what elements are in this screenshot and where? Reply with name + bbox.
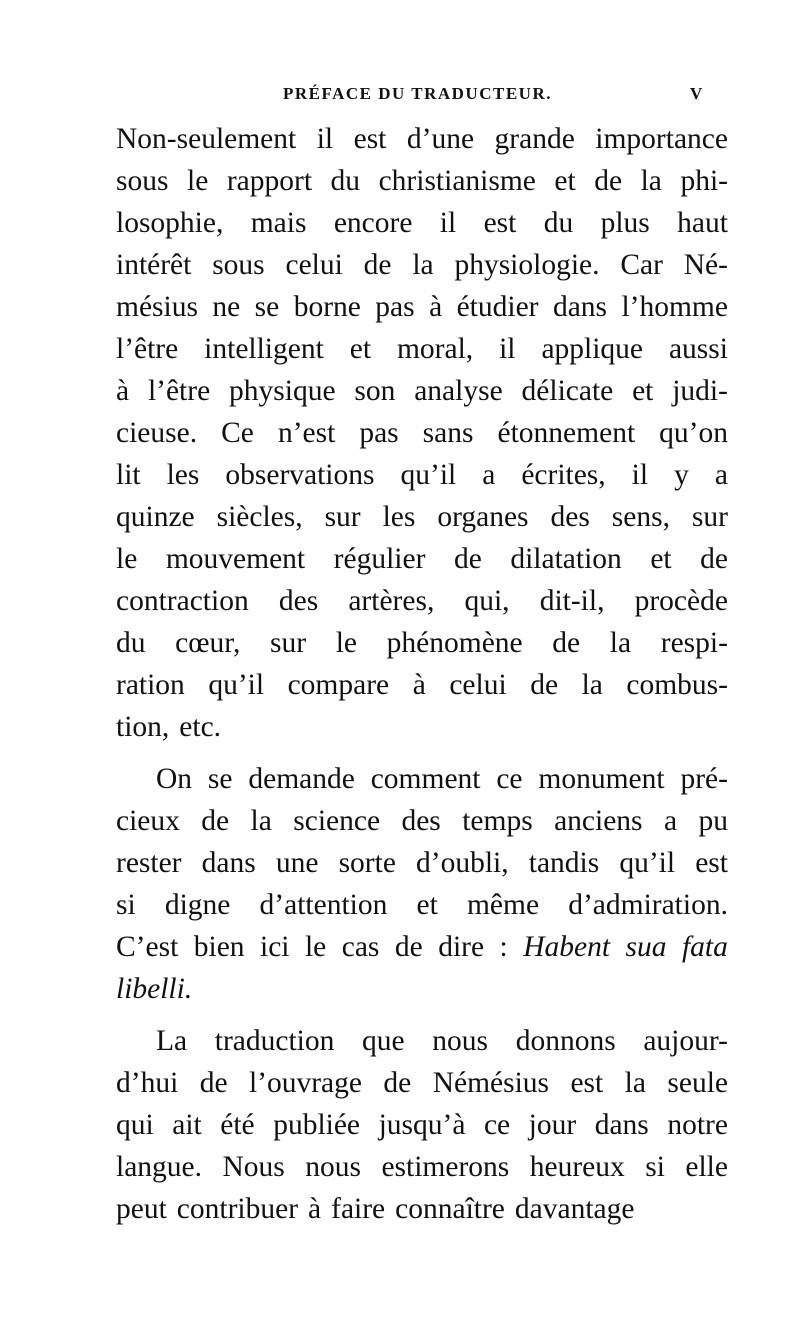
word: il bbox=[499, 333, 516, 365]
paragraph-gap bbox=[116, 1010, 728, 1020]
word: étudier bbox=[456, 291, 539, 323]
word: : bbox=[499, 931, 508, 963]
word: digne bbox=[164, 889, 231, 921]
text-line bbox=[116, 538, 728, 580]
word: le bbox=[335, 627, 357, 659]
word: n’est bbox=[277, 417, 336, 449]
word: Né- bbox=[683, 249, 728, 281]
word: ce bbox=[483, 1109, 511, 1141]
paragraph-gap bbox=[116, 748, 728, 758]
word: à bbox=[308, 1193, 322, 1225]
word: est bbox=[570, 1067, 604, 1099]
word: sous bbox=[116, 165, 169, 197]
word: le bbox=[116, 543, 138, 575]
word: comment bbox=[370, 763, 481, 795]
word: science bbox=[293, 805, 381, 837]
word: ce bbox=[496, 763, 523, 795]
text-line bbox=[116, 706, 728, 748]
word: grande bbox=[494, 123, 575, 155]
word: donnons bbox=[515, 1025, 616, 1057]
word: observations bbox=[225, 459, 375, 491]
word: encore bbox=[333, 207, 413, 239]
word: fata bbox=[681, 931, 728, 963]
word: et bbox=[554, 165, 576, 197]
word: Némésius bbox=[432, 1067, 550, 1099]
word: a bbox=[663, 805, 678, 837]
word: publiée bbox=[273, 1109, 361, 1141]
text-line bbox=[116, 202, 728, 244]
word: libelli. bbox=[116, 973, 193, 1005]
word: la bbox=[624, 1067, 646, 1099]
text-line bbox=[116, 758, 728, 800]
word: les bbox=[382, 501, 416, 533]
word: y bbox=[674, 459, 689, 491]
word: haut bbox=[677, 207, 728, 239]
word: la bbox=[640, 165, 662, 197]
word: mésius bbox=[116, 291, 198, 323]
word: de bbox=[530, 669, 559, 701]
word: monument bbox=[538, 763, 665, 795]
text-line bbox=[116, 926, 728, 968]
page-number: V bbox=[690, 84, 704, 103]
word: analyse bbox=[414, 375, 503, 407]
word: bien bbox=[193, 931, 245, 963]
text-line bbox=[116, 454, 728, 496]
word: traduction bbox=[214, 1025, 335, 1057]
text-line bbox=[116, 1146, 728, 1188]
word: anciens bbox=[554, 805, 643, 837]
text-line bbox=[116, 800, 728, 842]
word: est bbox=[483, 207, 517, 239]
word: judi- bbox=[672, 375, 728, 407]
word: cieux bbox=[116, 805, 180, 837]
word: son bbox=[354, 375, 396, 407]
word: la bbox=[581, 669, 603, 701]
word: et bbox=[632, 375, 654, 407]
text-line bbox=[116, 1062, 728, 1104]
paragraph bbox=[116, 1020, 728, 1230]
text-line bbox=[116, 842, 728, 884]
word: de bbox=[552, 627, 581, 659]
word: Habent bbox=[523, 931, 611, 963]
text-line bbox=[116, 496, 728, 538]
text-line bbox=[116, 884, 728, 926]
word: notre bbox=[667, 1109, 728, 1141]
word: il bbox=[439, 207, 457, 239]
running-title: PRÉFACE DU TRADUCTEUR. bbox=[283, 84, 552, 103]
word: d’attention bbox=[259, 889, 388, 921]
word: mais bbox=[250, 207, 307, 239]
word: pas bbox=[375, 291, 415, 323]
word: lit bbox=[116, 459, 141, 491]
running-head bbox=[0, 84, 800, 114]
word: borne bbox=[293, 291, 361, 323]
word: une bbox=[275, 847, 319, 879]
word: organes bbox=[437, 501, 529, 533]
word: Ce bbox=[221, 417, 254, 449]
word: demande bbox=[248, 763, 355, 795]
word: qu’il bbox=[208, 669, 265, 701]
word: rapport bbox=[226, 165, 313, 197]
word: d’oubli, bbox=[416, 847, 509, 879]
word: Nous bbox=[222, 1151, 285, 1183]
word: est bbox=[353, 123, 387, 155]
word: et bbox=[650, 543, 672, 575]
word: pré- bbox=[680, 763, 728, 795]
word: à bbox=[116, 375, 130, 407]
word: siècles, bbox=[216, 501, 303, 533]
text-line bbox=[116, 1188, 728, 1230]
word: étonnement bbox=[497, 417, 636, 449]
word: cas bbox=[341, 931, 380, 963]
word: sur bbox=[324, 501, 361, 533]
word: des bbox=[550, 501, 590, 533]
word: délicate bbox=[521, 375, 614, 407]
word: de bbox=[594, 165, 623, 197]
word: des bbox=[401, 805, 441, 837]
word: a bbox=[714, 459, 728, 491]
word: qui bbox=[116, 1109, 154, 1141]
text-line bbox=[116, 286, 728, 328]
word: qu’il bbox=[400, 459, 457, 491]
word: de bbox=[453, 543, 482, 575]
word: sans bbox=[422, 417, 474, 449]
text-line bbox=[116, 370, 728, 412]
word: se bbox=[254, 291, 280, 323]
word: contribuer bbox=[176, 1193, 299, 1225]
word: a bbox=[482, 459, 496, 491]
word: heureux bbox=[529, 1151, 625, 1183]
text-line bbox=[116, 580, 728, 622]
word: que bbox=[362, 1025, 405, 1057]
word: sens, bbox=[611, 501, 670, 533]
word: et bbox=[349, 333, 372, 365]
word: dire bbox=[438, 931, 485, 963]
word: dilatation bbox=[510, 543, 622, 575]
word: dit-il, bbox=[539, 585, 605, 617]
word: il bbox=[316, 123, 334, 155]
word: christianisme bbox=[378, 165, 536, 197]
word: de bbox=[363, 249, 392, 281]
word: de bbox=[394, 931, 423, 963]
word: aussi bbox=[668, 333, 728, 365]
word: temps bbox=[462, 805, 533, 837]
word: connaître bbox=[395, 1193, 505, 1225]
word: ait bbox=[172, 1109, 202, 1141]
word: de bbox=[199, 1067, 228, 1099]
word: rester bbox=[116, 847, 182, 879]
word: respi- bbox=[660, 627, 728, 659]
text-line bbox=[116, 968, 728, 1010]
word: sur bbox=[691, 501, 728, 533]
word: compare bbox=[287, 669, 390, 701]
word: celui bbox=[285, 249, 343, 281]
word: si bbox=[645, 1151, 665, 1183]
text-line bbox=[116, 664, 728, 706]
word: quinze bbox=[116, 501, 195, 533]
word: la bbox=[609, 627, 632, 659]
word: combus- bbox=[626, 669, 728, 701]
text-line bbox=[116, 622, 728, 664]
word: la bbox=[250, 805, 272, 837]
word: sous bbox=[212, 249, 265, 281]
word: ration bbox=[116, 669, 185, 701]
word: si bbox=[116, 889, 136, 921]
word: les bbox=[166, 459, 200, 491]
word: des bbox=[278, 585, 319, 617]
word: celui bbox=[449, 669, 507, 701]
body-text bbox=[116, 118, 728, 1230]
word: l’être bbox=[147, 375, 211, 407]
word: seule bbox=[667, 1067, 728, 1099]
word: applique bbox=[541, 333, 644, 365]
word: importance bbox=[595, 123, 728, 155]
word: pu bbox=[698, 805, 728, 837]
word: d’hui bbox=[116, 1067, 179, 1099]
word: phi- bbox=[680, 165, 728, 197]
word: contraction bbox=[116, 585, 249, 617]
word: Non-seulement bbox=[116, 123, 297, 155]
word: de bbox=[201, 805, 230, 837]
word: physique bbox=[229, 375, 336, 407]
word: cœur, bbox=[175, 627, 241, 659]
word: dans bbox=[552, 291, 608, 323]
text-line bbox=[116, 118, 728, 160]
word: procède bbox=[634, 585, 728, 617]
word: du bbox=[116, 627, 146, 659]
word: écrites, bbox=[521, 459, 606, 491]
word: d’une bbox=[406, 123, 475, 155]
word: qui, bbox=[464, 585, 510, 617]
word: la bbox=[412, 249, 434, 281]
word: On bbox=[156, 763, 193, 795]
word: l’ouvrage bbox=[248, 1067, 362, 1099]
word: l’être bbox=[116, 333, 179, 365]
word: le bbox=[187, 165, 209, 197]
word: phénomène bbox=[386, 627, 523, 659]
word: jour bbox=[528, 1109, 577, 1141]
text-line bbox=[116, 328, 728, 370]
paragraph bbox=[116, 118, 728, 748]
text-line bbox=[116, 160, 728, 202]
word: plus bbox=[600, 207, 650, 239]
word: même bbox=[466, 889, 540, 921]
word: pas bbox=[359, 417, 399, 449]
word: langue. bbox=[116, 1151, 203, 1183]
word: mouvement bbox=[165, 543, 306, 575]
word: ici bbox=[260, 931, 290, 963]
word: est bbox=[695, 847, 728, 879]
word: dans bbox=[201, 847, 256, 879]
word: qu’il bbox=[619, 847, 676, 879]
word: du bbox=[330, 165, 361, 197]
word: sua bbox=[625, 931, 667, 963]
word: jusqu’à bbox=[378, 1109, 466, 1141]
word: moral, bbox=[396, 333, 474, 365]
word: à bbox=[412, 669, 426, 701]
word: régulier bbox=[333, 543, 426, 575]
word: Car bbox=[620, 249, 663, 281]
word: d’admiration. bbox=[568, 889, 728, 921]
word: peut bbox=[116, 1193, 167, 1225]
word: faire bbox=[331, 1193, 386, 1225]
word: nous bbox=[305, 1151, 361, 1183]
word: se bbox=[207, 763, 233, 795]
word: de bbox=[383, 1067, 412, 1099]
word: physiologie. bbox=[454, 249, 600, 281]
word: l’homme bbox=[621, 291, 728, 323]
word: qu’on bbox=[659, 417, 728, 449]
word: estimerons bbox=[381, 1151, 510, 1183]
word: etc. bbox=[179, 711, 222, 743]
word: cieuse. bbox=[116, 417, 198, 449]
text-line bbox=[116, 244, 728, 286]
word: le bbox=[304, 931, 327, 963]
word: davantage bbox=[514, 1193, 635, 1225]
word: losophie, bbox=[116, 207, 224, 239]
word: tion, bbox=[116, 711, 170, 743]
word: et bbox=[416, 889, 438, 921]
paragraph bbox=[116, 758, 728, 1010]
word: sorte bbox=[338, 847, 396, 879]
word: intelligent bbox=[204, 333, 324, 365]
word: de bbox=[700, 543, 728, 575]
word: tandis bbox=[528, 847, 600, 879]
word: artères, bbox=[348, 585, 435, 617]
word: sur bbox=[269, 627, 307, 659]
word: il bbox=[631, 459, 649, 491]
text-line bbox=[116, 412, 728, 454]
word: été bbox=[220, 1109, 255, 1141]
word: dans bbox=[594, 1109, 649, 1141]
word: aujour- bbox=[643, 1025, 728, 1057]
word: intérêt bbox=[116, 249, 192, 281]
word: à bbox=[429, 291, 443, 323]
word: C’est bbox=[116, 931, 179, 963]
word: elle bbox=[685, 1151, 728, 1183]
word: nous bbox=[432, 1025, 489, 1057]
word: du bbox=[543, 207, 574, 239]
text-line bbox=[116, 1104, 728, 1146]
word: ne bbox=[212, 291, 241, 323]
word: La bbox=[156, 1025, 188, 1057]
text-line bbox=[116, 1020, 728, 1062]
